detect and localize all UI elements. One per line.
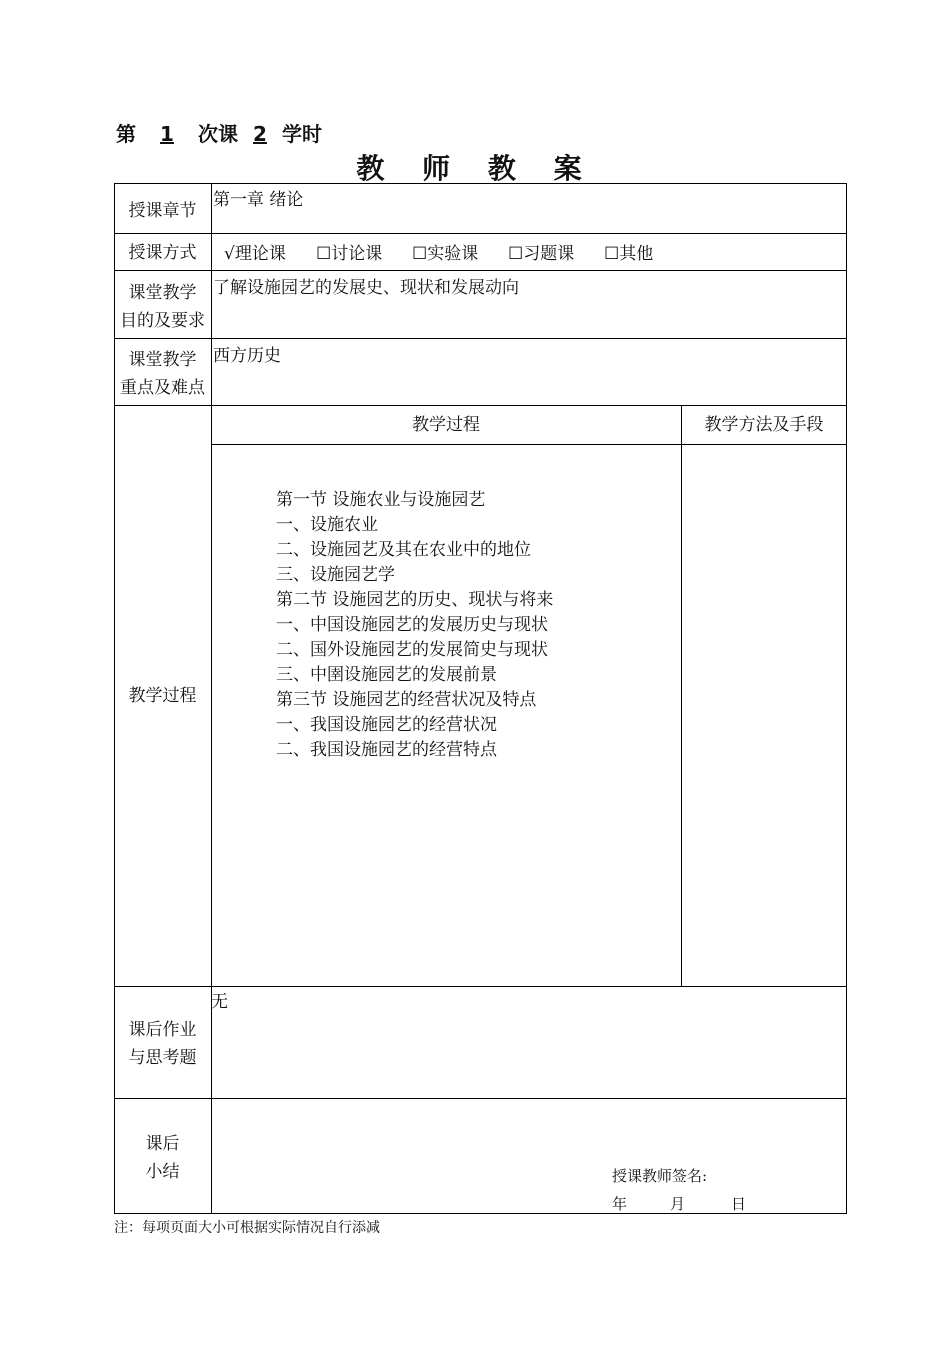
method-column-header: 教学方法及手段 — [704, 415, 824, 435]
session-number: 1 — [160, 122, 174, 146]
method-label: 授课方式 — [128, 243, 197, 263]
outline-item: 第三节 设施园艺的经营状况及特点 — [276, 690, 537, 710]
focus-value: 西方历史 — [213, 346, 281, 366]
process-column-header: 教学过程 — [412, 415, 480, 435]
objective-label-line2: 目的及要求 — [120, 311, 205, 331]
method-option-other: ☐其他 — [604, 244, 654, 264]
row-divider — [114, 338, 847, 339]
outline-item: 二、设施园艺及其在农业中的地位 — [276, 540, 531, 560]
outline-item: 一、中国设施园艺的发展历史与现状 — [276, 615, 548, 635]
outline-item: 一、我国设施园艺的经营状况 — [276, 715, 497, 735]
outline-item: 二、国外设施园艺的发展简史与现状 — [276, 640, 548, 660]
objective-label-line1: 课堂教学 — [128, 283, 197, 303]
focus-label-line2: 重点及难点 — [120, 378, 205, 398]
homework-value: 无 — [211, 992, 228, 1012]
method-option-discussion: ☐讨论课 — [316, 244, 383, 264]
outline-item: 一、设施农业 — [276, 515, 378, 535]
session-hours: 2 — [253, 122, 267, 146]
outline-item: 第一节 设施农业与设施园艺 — [276, 490, 486, 510]
row-divider — [114, 270, 847, 271]
outline-item: 三、设施园艺学 — [276, 565, 395, 585]
page-title: 教 师 教 案 — [356, 152, 596, 185]
row-divider — [114, 986, 847, 987]
process-outline — [276, 488, 553, 763]
method-option-exercise: ☐习题课 — [508, 244, 575, 264]
chapter-value: 第一章 绪论 — [213, 190, 304, 210]
summary-label-line1: 课后 — [145, 1134, 180, 1154]
method-option-lab: ☐实验课 — [412, 244, 479, 264]
row-divider — [114, 233, 847, 234]
process-label: 教学过程 — [128, 686, 197, 706]
homework-label-line1: 课后作业 — [128, 1020, 197, 1040]
row-divider — [114, 405, 847, 406]
session-middle: 次课 — [198, 122, 238, 146]
summary-label-line2: 小结 — [145, 1162, 180, 1182]
method-column-divider — [681, 405, 682, 986]
date-day-label: 日 — [731, 1195, 747, 1213]
objective-value: 了解设施园艺的发展史、现状和发展动向 — [213, 278, 519, 298]
row-divider — [114, 1098, 847, 1099]
method-option-lecture: √理论课 — [224, 244, 286, 264]
session-header — [116, 118, 322, 147]
session-suffix: 学时 — [282, 122, 322, 146]
chapter-label: 授课章节 — [128, 201, 197, 221]
outline-item: 三、中圉设施园艺的发展前景 — [276, 665, 497, 685]
focus-label-line1: 课堂教学 — [128, 350, 197, 370]
session-prefix: 第 — [116, 122, 136, 146]
date-month-label: 月 — [670, 1195, 686, 1213]
date-year-label: 年 — [612, 1195, 628, 1213]
outline-item: 第二节 设施园艺的历史、现状与将来 — [276, 590, 554, 610]
outline-item: 二、我国设施园艺的经营特点 — [276, 740, 497, 760]
process-header-divider — [211, 444, 847, 445]
footnote: 注：每项页面大小可根据实际情况自行添减 — [114, 1220, 380, 1236]
homework-label-line2: 与思考题 — [128, 1048, 197, 1068]
teacher-signature-label: 授课教师签名: — [612, 1167, 708, 1185]
